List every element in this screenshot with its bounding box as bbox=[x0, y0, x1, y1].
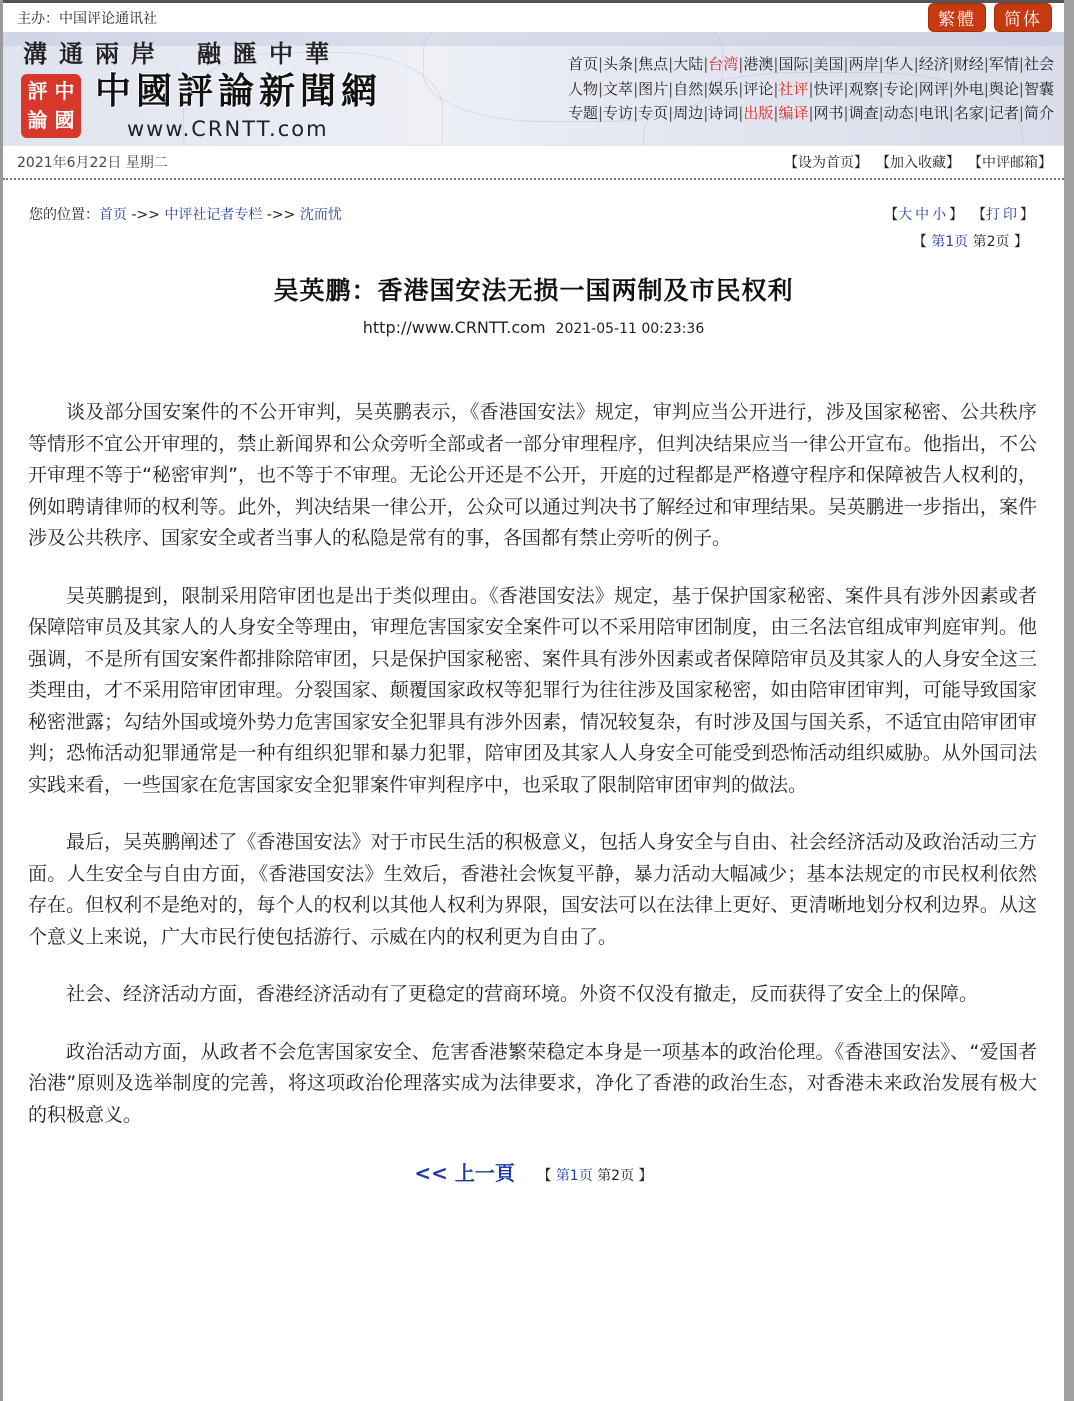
article-title: 吴英鹏：香港国安法无损一国两制及市民权利 bbox=[273, 276, 794, 305]
seal-char: 中 bbox=[54, 79, 75, 103]
page bbox=[3, 3, 1064, 1188]
nav-separator: | bbox=[808, 104, 814, 122]
nav-link[interactable]: 华人 bbox=[883, 55, 914, 73]
nav-link[interactable]: 文萃 bbox=[603, 79, 634, 98]
pagination-bottom bbox=[3, 1161, 1064, 1188]
nav-link[interactable]: 编译 bbox=[778, 104, 809, 122]
nav-separator: | bbox=[983, 104, 989, 122]
nav-separator: | bbox=[948, 79, 954, 98]
nav-separator: | bbox=[703, 79, 709, 98]
nav-separator: | bbox=[878, 104, 884, 122]
sponsor-row bbox=[3, 3, 1064, 32]
nav-separator: | bbox=[808, 79, 814, 98]
nav-separator: | bbox=[633, 104, 639, 122]
nav-link[interactable]: 自然 bbox=[673, 79, 704, 98]
site-name[interactable]: 中國評論新聞網 bbox=[95, 70, 383, 112]
nav-link[interactable]: 智囊 bbox=[1023, 79, 1054, 98]
nav-separator: | bbox=[773, 79, 779, 98]
nav-separator: | bbox=[633, 55, 639, 73]
bracket: 【 bbox=[912, 234, 932, 250]
nav-link[interactable]: 周边 bbox=[673, 104, 704, 122]
nav-separator: | bbox=[878, 55, 884, 73]
nav-separator: | bbox=[668, 79, 674, 98]
traditional-chinese-button[interactable]: 繁體 bbox=[928, 3, 986, 32]
article-body bbox=[3, 397, 1064, 1131]
print-link[interactable]: 打印 bbox=[986, 207, 1020, 223]
nav-link[interactable]: 网评 bbox=[918, 79, 949, 98]
bracket: 】 bbox=[1020, 207, 1034, 223]
simplified-chinese-button[interactable]: 简体 bbox=[994, 3, 1052, 32]
nav-link[interactable]: 专访 bbox=[603, 104, 634, 122]
date-toolbar-row bbox=[3, 146, 1064, 180]
slogan-left: 溝通兩岸 bbox=[23, 39, 167, 68]
font-size-print-controls bbox=[884, 204, 1034, 224]
nav-separator: | bbox=[843, 79, 849, 98]
nav-separator: | bbox=[773, 104, 779, 122]
nav-separator: | bbox=[633, 79, 639, 98]
breadcrumb-author[interactable]: 沈而忧 bbox=[299, 207, 342, 223]
nav-link[interactable]: 观察 bbox=[848, 79, 879, 98]
nav-separator: | bbox=[738, 55, 744, 73]
nav-separator: | bbox=[983, 79, 989, 98]
nav-link[interactable]: 国际 bbox=[778, 55, 809, 73]
article-source: http://www.CRNTT.com bbox=[362, 318, 546, 337]
nav-link[interactable]: 舆论 bbox=[988, 79, 1019, 98]
site-banner bbox=[3, 32, 1064, 146]
nav-link[interactable]: 电讯 bbox=[918, 104, 949, 122]
breadcrumb-prefix: 您的位置： bbox=[29, 207, 99, 223]
nav-link[interactable]: 专论 bbox=[883, 79, 914, 98]
nav-link[interactable]: 评论 bbox=[743, 79, 774, 98]
scrollbar[interactable] bbox=[1064, 0, 1074, 1401]
font-size-large[interactable]: 大 bbox=[898, 207, 916, 223]
site-brand bbox=[3, 32, 523, 146]
nav-separator: | bbox=[913, 55, 919, 73]
nav-link[interactable]: 专页 bbox=[638, 104, 669, 122]
nav-link[interactable]: 简介 bbox=[1023, 104, 1054, 122]
breadcrumb-column[interactable]: 中评社记者专栏 bbox=[164, 207, 263, 223]
site-logo-seal[interactable] bbox=[21, 74, 81, 138]
nav-link[interactable]: 网书 bbox=[813, 104, 844, 122]
nav-separator: | bbox=[948, 55, 954, 73]
nav-row bbox=[554, 77, 1054, 102]
breadcrumb-home[interactable]: 首页 bbox=[99, 207, 127, 223]
breadcrumb-row bbox=[3, 204, 1064, 224]
nav-separator: | bbox=[1018, 104, 1024, 122]
article-meta bbox=[3, 318, 1064, 337]
bracket: 】 bbox=[634, 1168, 653, 1184]
nav-separator: | bbox=[843, 104, 849, 122]
bracket: 】 bbox=[1009, 234, 1028, 250]
nav-link[interactable]: 焦点 bbox=[638, 55, 669, 73]
site-url: www.CRNTT.com bbox=[127, 117, 329, 141]
nav-link[interactable]: 诗词 bbox=[708, 104, 739, 122]
nav-link[interactable]: 大陆 bbox=[673, 55, 704, 73]
nav-separator: | bbox=[773, 55, 779, 73]
article-paragraph: 最后，吴英鹏阐述了《香港国安法》对于市民生活的积极意义，包括人身安全与自由、社会经济活动及政治活动三方面。人生安全与自由方面，《香港国安法》生效后，香港社会恢复平静，暴力活动大幅减少；基本法规定的市民权利依然存在。但权利不是绝对的，每个人的权利以其他人权利为界限，国安法可以在法律上更好、更清晰地划分权利边界。从这个意义上来说，广大市民行使包括游行、示威在内的权利更为自由了。 bbox=[28, 831, 1037, 948]
nav-separator: | bbox=[668, 55, 674, 73]
seal-char: 國 bbox=[54, 108, 75, 132]
nav-link[interactable]: 美国 bbox=[813, 55, 844, 73]
nav-separator: | bbox=[597, 104, 604, 122]
article-paragraph: 吴英鹏提到，限制采用陪审团也是出于类似理由。《香港国安法》规定，基于保护国家秘密、案件具有涉外因素或者保障陪审员及其家人的人身安全等理由，审理危害国家安全案件可以不采用陪审团制度，由三名法官组成审判庭审判。他强调，不是所有国安案件都排除陪审团，只是保护国家秘密、案件具有涉外因素或者保障陪审员及其家人的人身安全这三类理由，才不采用陪审团审理。分裂国家、颠覆国家政权等犯罪行为往往涉及国家秘密，如由陪审团审判，可能导致国家秘密泄露；勾结外国或境外势力危害国家安全犯罪具有涉外因素，情况较复杂，有时涉及国与国关系，不适宜由陪审团审判；恐怖活动犯罪通常是一种有组织犯罪和暴力犯罪，陪审团及其家人人身安全可能受到恐怖活动组织威胁。从外国司法实践来看，一些国家在危害国家安全犯罪案件审判程序中，也采取了限制陪审团审判的做法。 bbox=[28, 584, 1037, 796]
breadcrumb bbox=[29, 204, 342, 224]
page-1-link[interactable]: 第1页 bbox=[555, 1168, 593, 1184]
previous-page-link[interactable]: << 上一頁 bbox=[414, 1161, 515, 1185]
nav-link[interactable]: 社评 bbox=[778, 79, 809, 98]
nav-separator: | bbox=[878, 79, 884, 98]
nav-link[interactable]: 社会 bbox=[1023, 55, 1054, 73]
current-date: 2021年6月22日 星期二 bbox=[17, 155, 168, 171]
nav-separator: | bbox=[913, 79, 919, 98]
bracket: 】 bbox=[949, 207, 964, 223]
nav-separator: | bbox=[913, 104, 919, 122]
article-paragraph: 社会、经济活动方面，香港经济活动有了更稳定的营商环境。外资不仅没有撤走，反而获得了安全上的保障。 bbox=[66, 983, 979, 1005]
nav-separator: | bbox=[948, 104, 954, 122]
seal-char: 論 bbox=[27, 108, 48, 132]
bracket: 【 bbox=[884, 207, 899, 223]
font-size-small[interactable]: 小 bbox=[932, 207, 950, 223]
nav-separator: | bbox=[738, 104, 744, 122]
pagination-top bbox=[3, 231, 1064, 251]
nav-link[interactable]: 财经 bbox=[953, 55, 984, 73]
set-homepage-link[interactable]: 【设为首页】 bbox=[784, 155, 868, 171]
seal-char: 評 bbox=[27, 79, 48, 103]
nav-separator: | bbox=[738, 79, 744, 98]
nav-link[interactable]: 台湾 bbox=[708, 55, 739, 73]
article-timestamp: 2021-05-11 00:23:36 bbox=[555, 321, 705, 337]
nav-link[interactable]: 娱乐 bbox=[708, 79, 739, 98]
nav-separator: | bbox=[597, 55, 604, 73]
breadcrumb-separator: ->> bbox=[127, 207, 165, 223]
sponsor-text: 主办：中国评论通讯社 bbox=[17, 10, 157, 27]
nav-link[interactable]: 出版 bbox=[743, 104, 774, 122]
nav-link[interactable]: 经济 bbox=[918, 55, 949, 73]
bracket: 【 bbox=[537, 1168, 556, 1184]
font-size-medium[interactable]: 中 bbox=[915, 207, 933, 223]
nav-link[interactable]: 专题 bbox=[567, 104, 598, 122]
nav-separator: | bbox=[703, 104, 709, 122]
nav-link[interactable]: 名家 bbox=[953, 104, 984, 122]
nav-link[interactable]: 图片 bbox=[638, 79, 669, 98]
article-paragraph: 政治活动方面，从政者不会危害国家安全、危害香港繁荣稳定本身是一项基本的政治伦理。《香港国安法》、“爱国者治港”原则及选举制度的完善，将这项政治伦理落实成为法律要求，净化了香港的政治生态，对香港未来政治发展有极大的积极意义。 bbox=[28, 1040, 1037, 1126]
nav-separator: | bbox=[843, 55, 849, 73]
nav-separator: | bbox=[668, 104, 674, 122]
page-2-link[interactable]: 第2页 bbox=[597, 1168, 635, 1184]
nav-link[interactable]: 两岸 bbox=[848, 55, 879, 73]
nav-separator: | bbox=[983, 55, 989, 73]
add-favorite-link[interactable]: 【加入收藏】 bbox=[876, 155, 960, 171]
bracket: 【 bbox=[972, 207, 986, 223]
nav-link[interactable]: 记者 bbox=[988, 104, 1019, 122]
mailbox-link[interactable]: 【中评邮箱】 bbox=[968, 155, 1052, 171]
slogan-right: 融匯中華 bbox=[197, 39, 341, 68]
nav-link[interactable]: 军情 bbox=[988, 55, 1019, 73]
breadcrumb-separator: ->> bbox=[262, 207, 300, 223]
nav-link[interactable]: 快评 bbox=[813, 79, 844, 98]
site-tools bbox=[784, 152, 1052, 172]
nav-row bbox=[554, 101, 1054, 126]
nav-link[interactable]: 外电 bbox=[953, 79, 984, 98]
nav-separator: | bbox=[1018, 79, 1024, 98]
nav-link[interactable]: 人物 bbox=[567, 79, 598, 98]
main-nav bbox=[554, 52, 1054, 126]
page-1-link[interactable]: 第1页 bbox=[931, 234, 969, 250]
nav-link[interactable]: 动态 bbox=[883, 104, 914, 122]
nav-separator: | bbox=[1018, 55, 1024, 73]
nav-link[interactable]: 头条 bbox=[603, 55, 634, 73]
nav-link[interactable]: 首页 bbox=[567, 55, 598, 73]
article-paragraph: 谈及部分国安案件的不公开审判，吴英鹏表示，《香港国安法》规定，审判应当公开进行，涉及国家秘密、公共秩序等情形不宜公开审理的，禁止新闻界和公众旁听全部或者一部分审理程序，但判决结果应当一律公开宣布。他指出，不公开审理不等于“秘密审判”，也不等于不审理。无论公开还是不公开，开庭的过程都是严格遵守程序和保障被告人权利的，例如聘请律师的权利等。此外，判决结果一律公开，公众可以通过判决书了解经过和审理结果。吴英鹏进一步指出，案件涉及公共秩序、国家安全或者当事人的私隐是常有的事，各国都有禁止旁听的例子。 bbox=[28, 401, 1037, 549]
page-2-link[interactable]: 第2页 bbox=[972, 234, 1010, 250]
nav-link[interactable]: 调查 bbox=[848, 104, 879, 122]
nav-separator: | bbox=[703, 55, 709, 73]
nav-separator: | bbox=[597, 79, 604, 98]
language-switcher bbox=[928, 3, 1052, 32]
nav-row bbox=[554, 52, 1054, 77]
nav-separator: | bbox=[808, 55, 814, 73]
nav-link[interactable]: 港澳 bbox=[743, 55, 774, 73]
site-slogan bbox=[23, 40, 341, 68]
